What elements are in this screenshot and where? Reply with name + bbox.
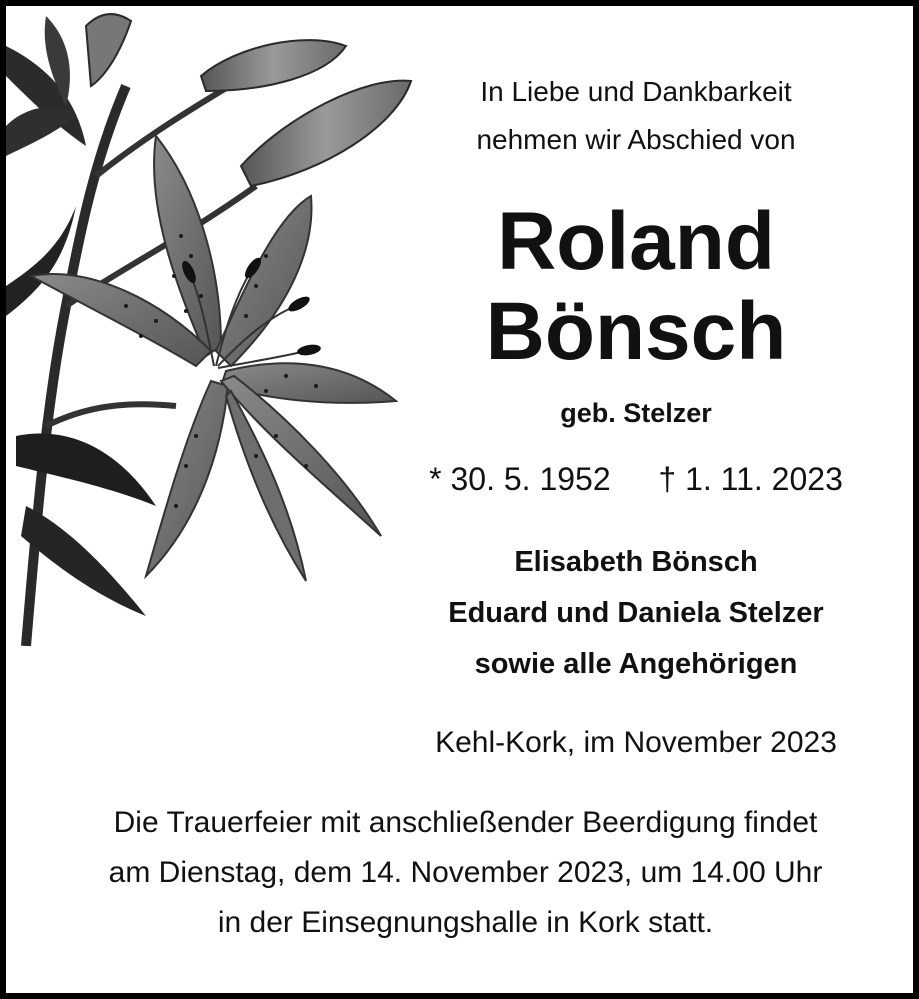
life-dates (346, 461, 919, 498)
birth-date: * 30. 5. 1952 (429, 461, 611, 497)
service-line-3: in der Einsegnungshalle in Kork statt. (217, 906, 714, 939)
deceased-last-name: Bönsch (485, 286, 787, 377)
service-line-2: am Dienstag, dem 14. November 2023, um 14.00 Uhr (108, 856, 823, 889)
place-date: Kehl-Kork, im November 2023 (435, 726, 837, 759)
birth-name: geb. Stelzer (560, 398, 712, 428)
mourner-1: Elisabeth Bönsch (514, 546, 758, 578)
death-date: † 1. 11. 2023 (658, 461, 843, 497)
deceased-first-name: Roland (497, 196, 775, 287)
mourner-3: sowie alle Angehörigen (474, 648, 798, 680)
intro-line-1: In Liebe und Dankbarkeit (480, 76, 792, 107)
mourner-2: Eduard und Daniela Stelzer (448, 597, 824, 629)
service-line-1: Die Trauerfeier mit anschließender Beerdigung findet (113, 806, 818, 839)
intro-line-2: nehmen wir Abschied von (476, 124, 796, 155)
